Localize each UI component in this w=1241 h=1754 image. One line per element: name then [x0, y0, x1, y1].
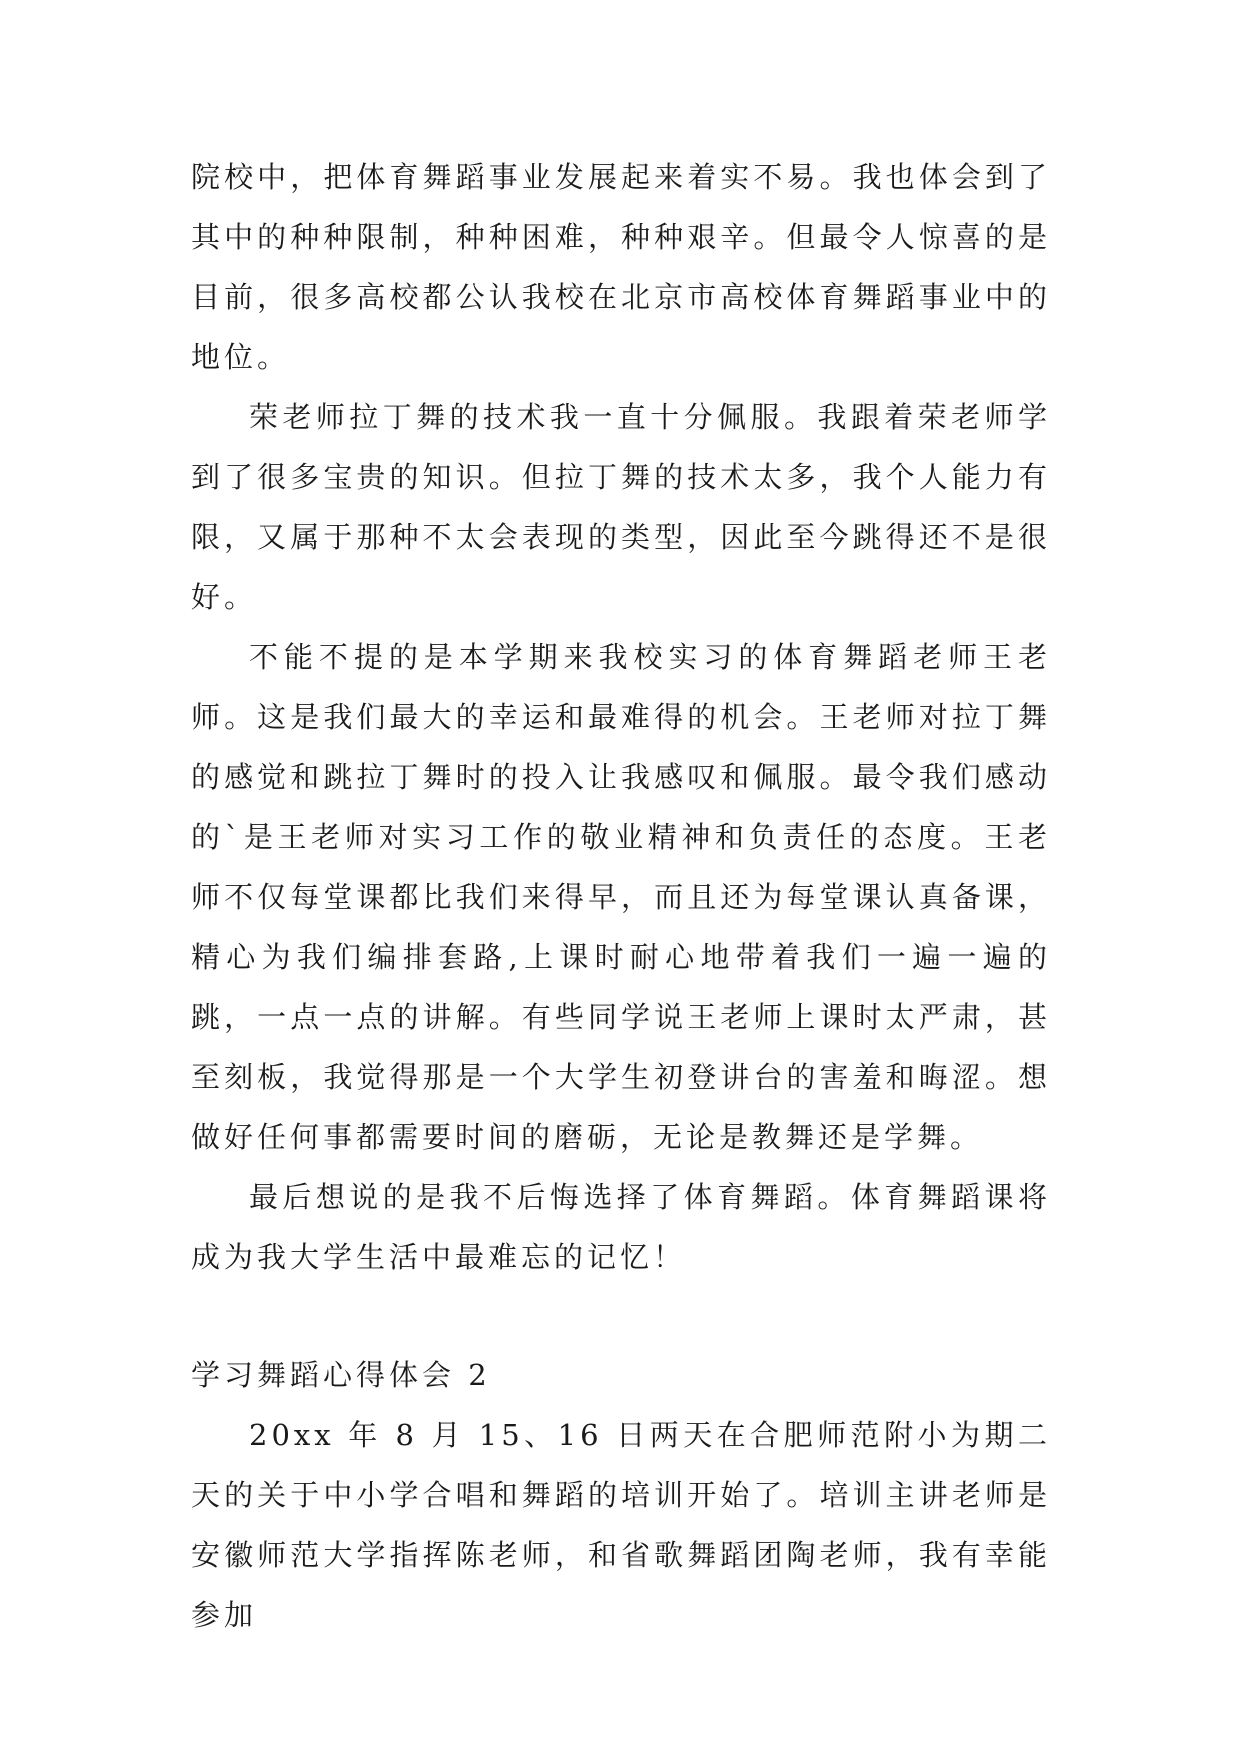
paragraph-teacher-wang: 不能不提的是本学期来我校实习的体育舞蹈老师王老师。这是我们最大的幸运和最难得的机会。王老师对拉丁舞的感觉和跳拉丁舞时的投入让我感叹和佩服。最令我们感动的`是王老师对实习工作的敬业精神和负责任的态度。王老师不仅每堂课都比我们来得早，而且还为每堂课认真备课，精心为我们编排套路,上课时耐心地带着我们一遍一遍的跳，一点一点的讲解。有些同学说王老师上课时太严肃，甚至刻板，我觉得那是一个大学生初登讲台的害羞和晦涩。想做好任何事都需要时间的磨砺，无论是教舞还是学舞。 [191, 640, 1051, 1154]
section-heading: 学习舞蹈心得体会 2 [191, 1358, 491, 1392]
paragraph-section-2: 20xx 年 8 月 15、16 日两天在合肥师范附小为期二天的关于中小学合唱和舞蹈的培训开始了。培训主讲老师是安徽师范大学指挥陈老师，和省歌舞蹈团陶老师，我有幸能参加 [191, 1418, 1051, 1632]
document-body [191, 147, 1051, 1645]
paragraph-teacher-rong: 荣老师拉丁舞的技术我一直十分佩服。我跟着荣老师学到了很多宝贵的知识。但拉丁舞的技术太多，我个人能力有限，又属于那种不太会表现的类型，因此至今跳得还不是很好。 [191, 400, 1051, 614]
paragraph-continuation: 院校中，把体育舞蹈事业发展起来着实不易。我也体会到了其中的种种限制，种种困难，种种艰辛。但最令人惊喜的是目前，很多高校都公认我校在北京市高校体育舞蹈事业中的地位。 [191, 160, 1051, 374]
paragraph-conclusion: 最后想说的是我不后悔选择了体育舞蹈。体育舞蹈课将成为我大学生活中最难忘的记忆！ [191, 1180, 1051, 1274]
